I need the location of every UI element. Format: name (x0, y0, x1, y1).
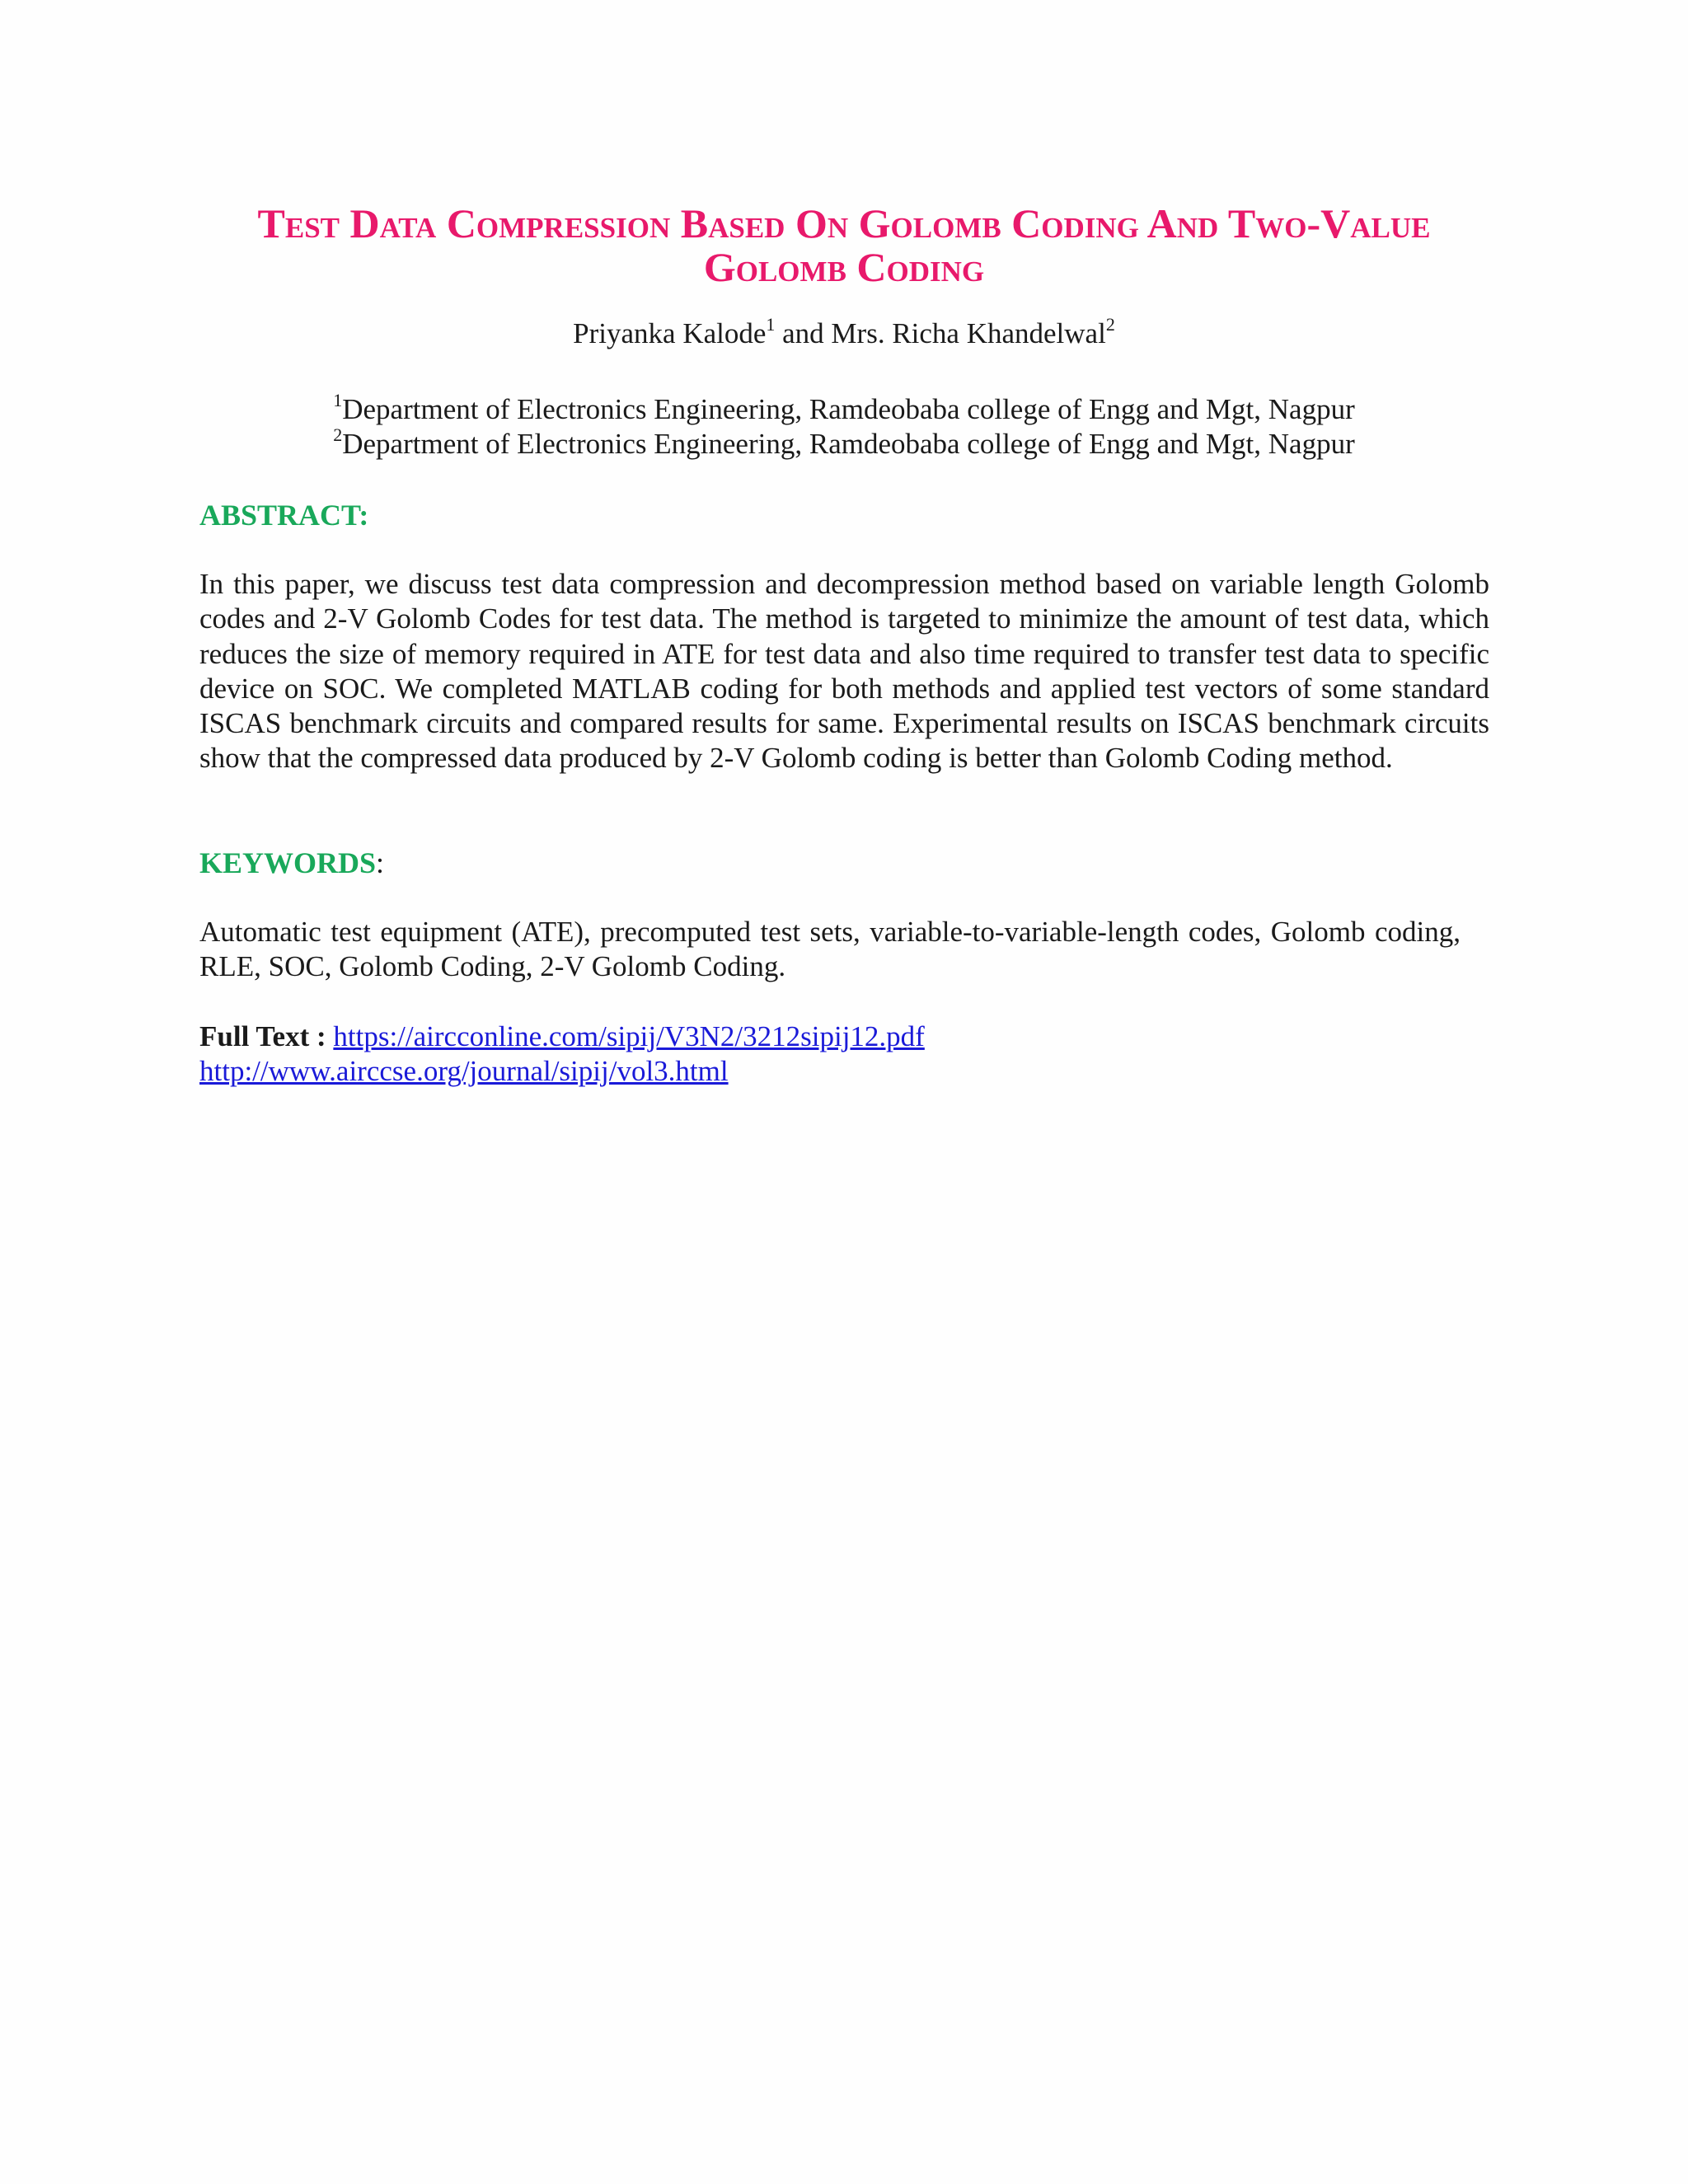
keywords-heading-colon: : (376, 846, 385, 879)
abstract-heading: ABSTRACT: (199, 499, 369, 532)
keywords-heading-label: KEYWORDS (199, 846, 377, 879)
keywords-body: Automatic test equipment (ATE), precomputed test sets, variable-to-variable-length codes, Golomb coding, RLE, SOC, Golomb Coding, 2-V Golomb Coding. (199, 916, 1461, 983)
affiliation-2-marker: 2 (333, 424, 343, 446)
full-text-pdf-link[interactable]: https://aircconline.com/sipij/V3N2/3212sipij12.pdf (333, 1020, 925, 1052)
author-1-affiliation-marker: 1 (766, 314, 776, 335)
affiliation-2 (165, 424, 1523, 462)
author-1-name: Priyanka Kalode (573, 317, 767, 349)
paper-title-line-2: Golomb Coding (703, 244, 985, 290)
affiliation-1-marker: 1 (333, 390, 343, 411)
author-2-name: and Mrs. Richa Khandelwal (775, 317, 1106, 349)
journal-volume-link[interactable]: http://www.airccse.org/journal/sipij/vol3.html (199, 1055, 729, 1087)
paper-title-line-1: Test Data Compression Based On Golomb Coding And Two-Value (257, 200, 1431, 246)
journal-volume-line (199, 1054, 729, 1089)
author-2-affiliation-marker: 2 (1105, 314, 1115, 335)
full-text-line (199, 1019, 925, 1054)
affiliation-2-text: Department of Electronics Engineering, Ramdeobaba college of Engg and Mgt, Nagpur (342, 428, 1355, 460)
affiliation-1 (165, 392, 1523, 427)
affiliation-1-text: Department of Electronics Engineering, Ramdeobaba college of Engg and Mgt, Nagpur (342, 393, 1355, 425)
authors-line (165, 316, 1523, 351)
keywords-heading (199, 846, 384, 880)
abstract-body: In this paper, we discuss test data compression and decompression method based on variable length Golomb codes and 2-V Golomb Codes for test data. The method is targeted to minimize the amount of test data, which reduces the size of memory required in ATE for test data and also time required to transfer test data to specific device on SOC. We completed MATLAB coding for both methods and applied test vectors of some standard ISCAS benchmark circuits and compared results for same. Experimental results on ISCAS benchmark circuits show that the compressed data produced by 2-V Golomb coding is better than Golomb Coding method. (199, 568, 1489, 775)
full-text-label: Full Text : (199, 1020, 334, 1052)
